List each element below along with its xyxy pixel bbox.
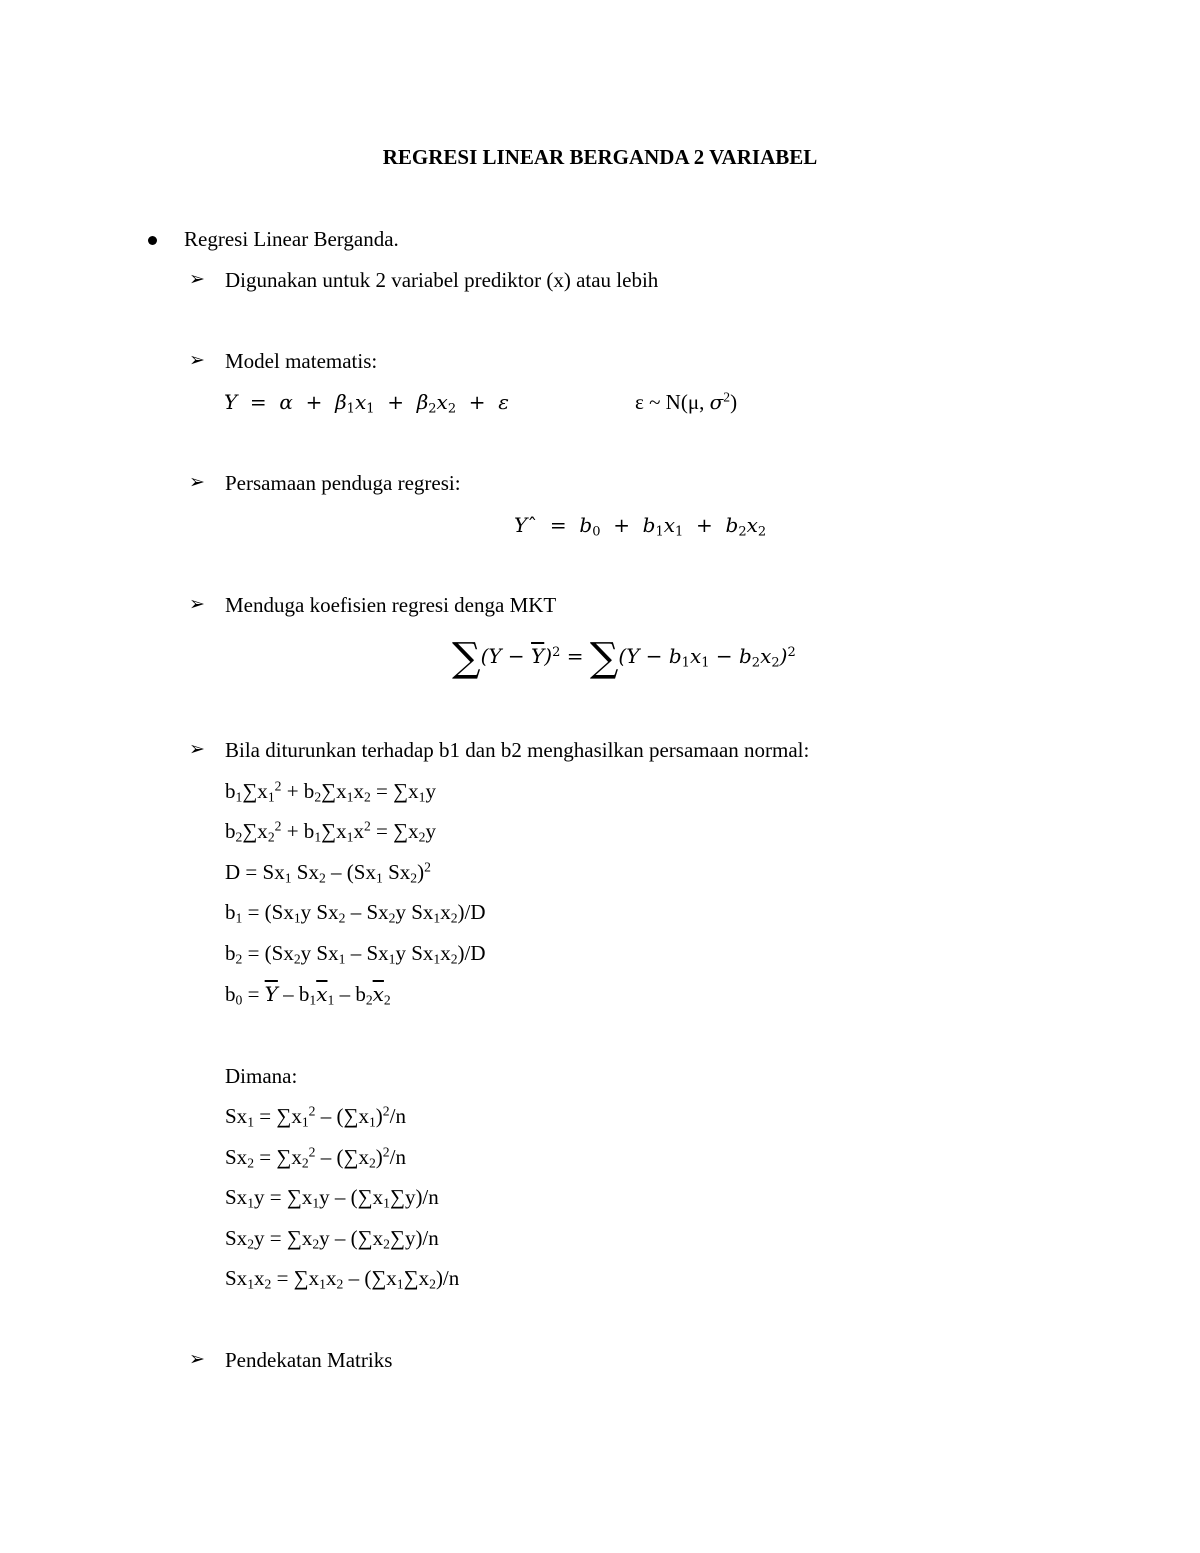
equation-penduga: Yˆ = $b_0 + b_1x_1 + b_2x_2$ (514, 513, 767, 540)
equation-mkt: $\sum(Y - \overline{Y})^2 = \sum(Y - b_1x_1 - b_2x_2)^2$ (452, 635, 796, 681)
arrow-bullet-icon: ➢ (189, 472, 205, 493)
item-digunakan: Digunakan untuk 2 variabel prediktor (x) atau lebih (225, 268, 659, 292)
formula-b0: $b_0 = \overline{Y} - b_1\overline{x}_1 - b_2\overline{x}_2$ (225, 982, 391, 1008)
bullet-regresi: Regresi Linear Berganda. (184, 227, 399, 251)
arrow-bullet-icon: ➢ (189, 594, 205, 615)
equation-model: $Y = \alpha + \beta_1x_1 + \beta_2x_2 + \varepsilon$ (224, 390, 510, 417)
formula-b1: $b_1 = (Sx_1y$ $Sx_2 - Sx_2y$ $Sx_1x_2)/D$ (225, 900, 486, 926)
arrow-bullet-icon: ➢ (189, 1349, 205, 1370)
item-persamaan: Persamaan penduga regresi: (225, 471, 461, 495)
formula-sx1: $Sx_1 = \sum x_1^2 - (\sum x_1)^2/n$ (225, 1103, 406, 1130)
arrow-bullet-icon: ➢ (189, 739, 205, 760)
item-pendekatan: Pendekatan Matriks (225, 1348, 393, 1372)
arrow-bullet-icon: ➢ (189, 269, 205, 290)
page-title: REGRESI LINEAR BERGANDA 2 VARIABEL (382, 145, 818, 169)
equation-error-dist: ε ~ N(μ, $\sigma^2$) (635, 389, 738, 414)
formula-sx1x2: $Sx_1x_2 = \sum x_1x_2 - (\sum x_1\sum x_2)/n$ (225, 1266, 460, 1292)
dimana-label: Dimana: (225, 1064, 298, 1088)
formula-d: $D = Sx_1$ $Sx_2 - (Sx_1$ $Sx_2)^2$ (225, 859, 431, 886)
item-menduga: Menduga koefisien regresi denga MKT (225, 593, 557, 617)
formula-sx2y: $Sx_2y = \sum x_2y - (\sum x_2\sum y)/n$ (225, 1226, 439, 1252)
item-bila: Bila diturunkan terhadap b1 dan b2 menghasilkan persamaan normal: (225, 738, 810, 762)
normal-eq-2: $b_2\sum x_2^2 + b_1\sum x_1x^2 = \sum x_2y$ (225, 818, 436, 845)
formula-b2: $b_2 = (Sx_2y$ $Sx_1 - Sx_1y$ $Sx_1x_2)/D$ (225, 941, 486, 967)
arrow-bullet-icon: ➢ (189, 350, 205, 371)
normal-eq-1: $b_1\sum x_1^2 + b_2\sum x_1x_2 = \sum x_1y$ (225, 778, 436, 805)
item-model: Model matematis: (225, 349, 378, 373)
formula-sx2: $Sx_2 = \sum x_2^2 - (\sum x_2)^2/n$ (225, 1144, 406, 1171)
bullet-dot-icon (148, 236, 157, 245)
formula-sx1y: $Sx_1y = \sum x_1y - (\sum x_1\sum y)/n$ (225, 1185, 439, 1211)
